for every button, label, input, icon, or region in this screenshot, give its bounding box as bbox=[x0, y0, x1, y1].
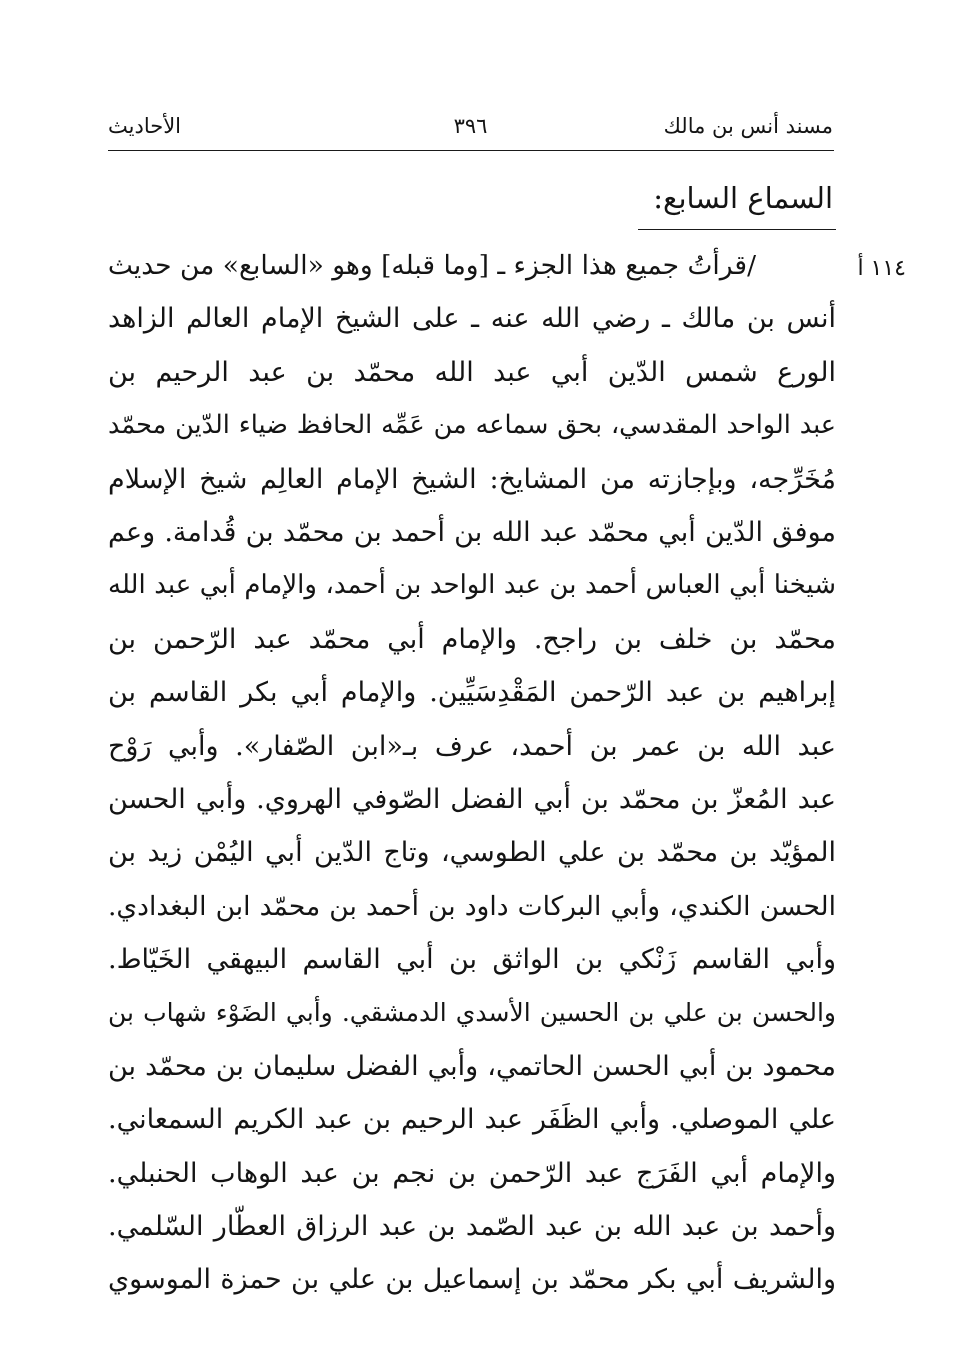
body-text bbox=[108, 239, 836, 1307]
text-line: وأبي القاسم زَنْكي بن الواثق بن أبي القاسم البيهقي الخَيّاط. bbox=[108, 944, 836, 976]
manuscript-folio-reference: ١١٤ أ bbox=[857, 256, 906, 281]
section-heading-underline bbox=[638, 229, 836, 230]
text-line: وأحمد بن عبد الله بن عبد الصّمد بن عبد الرزاق العطّار السّلمي. bbox=[108, 1211, 836, 1243]
section-heading: السماع السابع: bbox=[653, 181, 833, 215]
page-number: ٣٩٦ bbox=[453, 114, 488, 138]
text-line: عبد المُعزّ بن محمّد بن أبي الفضل الصّوفي الهروي. وأبي الحسن bbox=[108, 783, 836, 815]
text-line: مُخَرِّجه، وبإجازته من المشايخ: الشيخ الإمام العالِم شيخ الإسلام bbox=[108, 463, 836, 495]
header-book-title: مسند أنس بن مالك bbox=[663, 114, 833, 138]
text-line: الحسن الكندي، وأبي البركات داود بن أحمد بن محمّد ابن البغدادي. bbox=[108, 890, 836, 922]
text-line: عبد الواحد المقدسي، بحق سماعه من عَمِّه الحافظ ضياء الدّين محمّد bbox=[108, 410, 836, 441]
text-line: /قرأتُ جميع هذا الجزء ـ [وما قبله] وهو «السابع» من حديث bbox=[107, 250, 756, 281]
text-line: علي الموصلي. وأبي الظَفَر عبد الرحيم بن عبد الكريم السمعاني. bbox=[108, 1104, 836, 1136]
text-line: أنس بن مالك ـ رضي الله عنه ـ على الشيخ الإمام العالم الزاهد bbox=[108, 303, 836, 335]
text-line: والحسن بن علي بن الحسين الأسدي الدمشقي. وأبي الضَوْء شهاب بن bbox=[108, 998, 836, 1028]
text-line: المؤيّد بن محمّد بن علي الطوسي، وتاج الدّين أبي اليُمْن زيد بن bbox=[108, 837, 836, 869]
text-line: والإمام أبي الفَرَج عبد الرّحمن بن نجم بن عبد الوهاب الحنبلي. bbox=[108, 1157, 836, 1189]
header-section-title: الأحاديث bbox=[108, 114, 182, 138]
text-line: محمود بن أبي الحسن الحاتمي، وأبي الفضل سليمان بن محمّد بن bbox=[108, 1050, 836, 1082]
text-line: الورع شمس الدّين أبي عبد الله محمّد بن عبد الرحيم بن bbox=[108, 356, 836, 388]
text-line: إبراهيم بن عبد الرّحمن المَقْدِسَيِّين. والإمام أبي بكر القاسم بن bbox=[108, 677, 836, 709]
text-line: موفق الدّين أبي محمّد عبد الله بن أحمد بن محمّد بن قُدامة. وعم bbox=[108, 516, 836, 548]
text-line: شيخنا أبي العباس أحمد بن عبد الواحد بن أحمد، والإمام أبي عبد الله bbox=[108, 570, 836, 601]
running-header bbox=[108, 110, 833, 150]
text-line: والشريف أبي بكر محمّد بن إسماعيل بن علي بن حمزة الموسوي bbox=[108, 1264, 836, 1296]
text-line: عبد الله بن عمر بن أحمد، عرف بـ«ابن الصّفار». وأبي رَوْح bbox=[108, 730, 836, 762]
header-rule bbox=[108, 150, 834, 151]
text-line: محمّد بن خلف بن راجح. والإمام أبي محمّد عبد الرّحمن بن bbox=[108, 623, 836, 655]
